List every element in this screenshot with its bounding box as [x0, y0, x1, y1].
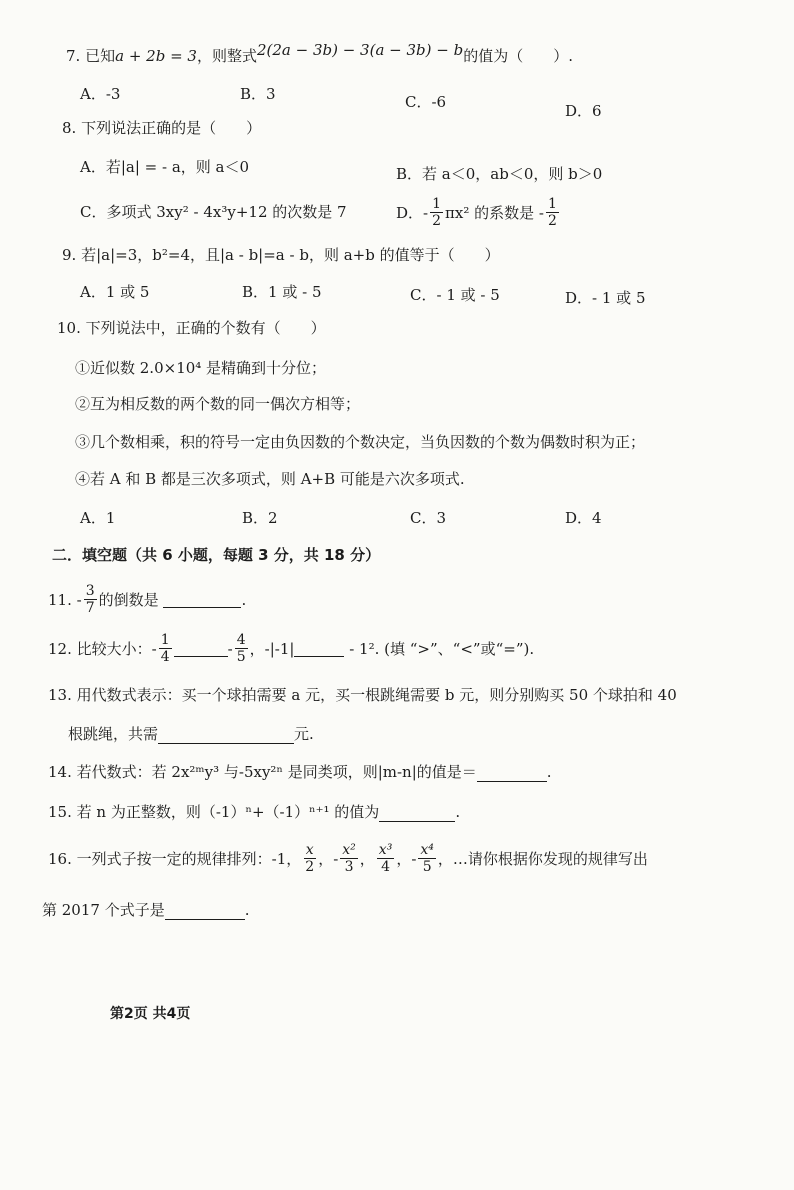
page-footer: 第2页 共4页	[110, 1006, 191, 1022]
q7-option-b[interactable]: B．3	[240, 85, 276, 103]
fraction	[377, 842, 395, 875]
q11-pre: -	[76, 590, 82, 609]
answer-blank[interactable]	[379, 805, 455, 822]
section-heading: 二．填空题（共 6 小题，每题 3 分，共 18 分）	[52, 546, 381, 564]
q8-stem-text: 下列说法正确的是（ ）	[81, 119, 262, 137]
question-number: 10.	[57, 319, 81, 337]
q10-stem-text: 下列说法中，正确的个数有（ ）	[85, 319, 326, 337]
q10-statement-1: ①近似数 2.0×10⁴ 是精确到十分位；	[75, 359, 327, 377]
q13-line2	[68, 724, 314, 744]
fraction	[340, 842, 358, 875]
answer-blank[interactable]	[477, 765, 547, 782]
q7-option-a[interactable]: A．-3	[80, 85, 121, 103]
question-number: 7.	[66, 47, 81, 65]
q12	[48, 632, 534, 665]
answer-blank[interactable]	[158, 727, 294, 744]
q15-end: .	[455, 803, 461, 821]
numerator: 3	[85, 583, 95, 599]
fraction	[235, 632, 248, 665]
q8-optd-pre: D．-	[396, 203, 429, 222]
q8-option-b[interactable]: B．若 a＜0，ab＜0，则 b＞0	[396, 165, 603, 183]
answer-blank[interactable]	[174, 640, 228, 657]
numerator: x	[305, 842, 314, 858]
q7-stem-post: 的值为（ ）.	[463, 47, 573, 65]
q7-expr: 2(2a − 3b) − 3(a − 3b) − b	[256, 41, 464, 59]
question-number: 15.	[48, 803, 72, 821]
q16-post: ，…请你根据你发现的规律写出	[437, 849, 648, 868]
answer-blank[interactable]	[294, 640, 344, 657]
q13-line2-pre: 根跳绳，共需	[68, 725, 159, 743]
q9-option-c[interactable]: C．- 1 或 - 5	[410, 286, 500, 304]
question-number: 11.	[48, 590, 72, 609]
numerator: 4	[236, 632, 246, 648]
q7-option-d[interactable]: D．6	[565, 102, 602, 120]
denominator: 3	[344, 859, 354, 875]
denominator: 4	[160, 649, 170, 665]
denominator: 5	[422, 859, 432, 875]
q10-stem	[57, 318, 326, 338]
fraction	[430, 196, 443, 229]
numerator: 1	[547, 196, 557, 212]
question-number: 9.	[62, 246, 77, 264]
q8-option-c[interactable]: C．多项式 3xy² - 4x³y+12 的次数是 7	[80, 203, 347, 221]
q8-optd-mid: πx² 的系数是 -	[445, 203, 544, 222]
answer-blank[interactable]	[163, 591, 241, 608]
q12-mid2: ，-|-1|	[249, 639, 295, 658]
q7-stem	[66, 41, 573, 66]
numerator: 1	[432, 196, 442, 212]
q9-option-d[interactable]: D．- 1 或 5	[565, 289, 646, 307]
question-number: 13.	[48, 686, 72, 704]
numerator: x³	[378, 842, 393, 858]
q9-stem-text: 若|a|=3，b²=4，且|a - b|=a - b，则 a+b 的值等于（ ）	[81, 246, 500, 264]
q14-end: .	[546, 763, 552, 781]
q12-mid1: -	[227, 639, 233, 658]
question-number: 8.	[62, 119, 77, 137]
denominator: 2	[305, 859, 315, 875]
q16-line2	[42, 900, 250, 920]
q13-line1-text: 用代数式表示：买一个球拍需要 a 元，买一根跳绳需要 b 元，则分别购买 50 个球拍和 40	[76, 686, 677, 704]
fraction	[303, 842, 316, 875]
q16-end: .	[244, 901, 250, 919]
fraction	[159, 632, 172, 665]
q9-option-a[interactable]: A．1 或 5	[80, 283, 150, 301]
q10-option-c[interactable]: C．3	[410, 509, 447, 527]
fraction	[546, 196, 559, 229]
q10-statement-2: ②互为相反数的两个数的同一偶次方相等；	[75, 395, 361, 413]
question-number: 14.	[48, 763, 72, 781]
q11	[48, 583, 246, 616]
q15	[48, 802, 460, 822]
q14-text: 若代数式：若 2x²ᵐy³ 与-5xy²ⁿ 是同类项，则|m-n|的值是＝	[76, 763, 477, 781]
denominator: 2	[547, 213, 557, 229]
denominator: 7	[85, 600, 95, 616]
q11-post: 的倒数是	[98, 590, 159, 609]
q8-stem	[62, 118, 261, 138]
q9-option-b[interactable]: B．1 或 - 5	[242, 283, 322, 301]
q13-line2-post: 元.	[294, 725, 314, 743]
q10-option-b[interactable]: B．2	[242, 509, 278, 527]
q14	[48, 762, 552, 782]
q10-statement-4: ④若 A 和 B 都是三次多项式，则 A+B 可能是六次多项式.	[75, 470, 465, 488]
q10-statement-3: ③几个数相乘，积的符号一定由负因数的个数决定，当负因数的个数为偶数时积为正；	[75, 433, 646, 451]
q7-stem-pre: 已知	[85, 47, 116, 65]
question-number: 16.	[48, 849, 72, 868]
q8-option-a[interactable]: A．若|a| = - a，则 a＜0	[80, 158, 250, 176]
denominator: 5	[236, 649, 246, 665]
q7-stem-mid: ，则整式	[196, 47, 257, 65]
denominator: 2	[432, 213, 442, 229]
q12-pre: 比较大小：-	[76, 639, 157, 658]
q13-line1	[48, 685, 677, 705]
numerator: 1	[160, 632, 170, 648]
fraction	[418, 842, 436, 875]
q8-option-d[interactable]	[396, 196, 561, 229]
question-number: 12.	[48, 639, 72, 658]
q16-pre: 一列式子按一定的规律排列：-1，	[76, 849, 302, 868]
q9-stem	[62, 245, 500, 265]
answer-blank[interactable]	[165, 903, 245, 920]
fraction	[84, 583, 97, 616]
q7-given: a + 2b = 3	[115, 47, 197, 65]
q15-text: 若 n 为正整数，则（-1）ⁿ+（-1）ⁿ⁺¹ 的值为	[76, 803, 380, 821]
q16-line1: 16. 一列式子按一定的规律排列：-1， $\frac{x}{2}$ ，- $\frac{\text{x²}}{3}$ ， $\frac{\text{x³}}{4}$ ，- $\frac{\text{x⁴}}{5}$ ，…请你根据你发现的规律写出	[48, 842, 648, 875]
numerator: x²	[342, 842, 356, 858]
q10-option-a[interactable]: A．1	[80, 509, 116, 527]
denominator: 4	[381, 859, 391, 875]
q12-post: - 1². (填 “>”、“<”或“=”).	[349, 639, 535, 658]
numerator: x⁴	[420, 842, 434, 858]
q10-option-d[interactable]: D．4	[565, 509, 602, 527]
q16-line2-text: 第 2017 个式子是	[42, 901, 165, 919]
q7-option-c[interactable]: C．-6	[405, 93, 447, 111]
q11-end: .	[241, 590, 247, 609]
